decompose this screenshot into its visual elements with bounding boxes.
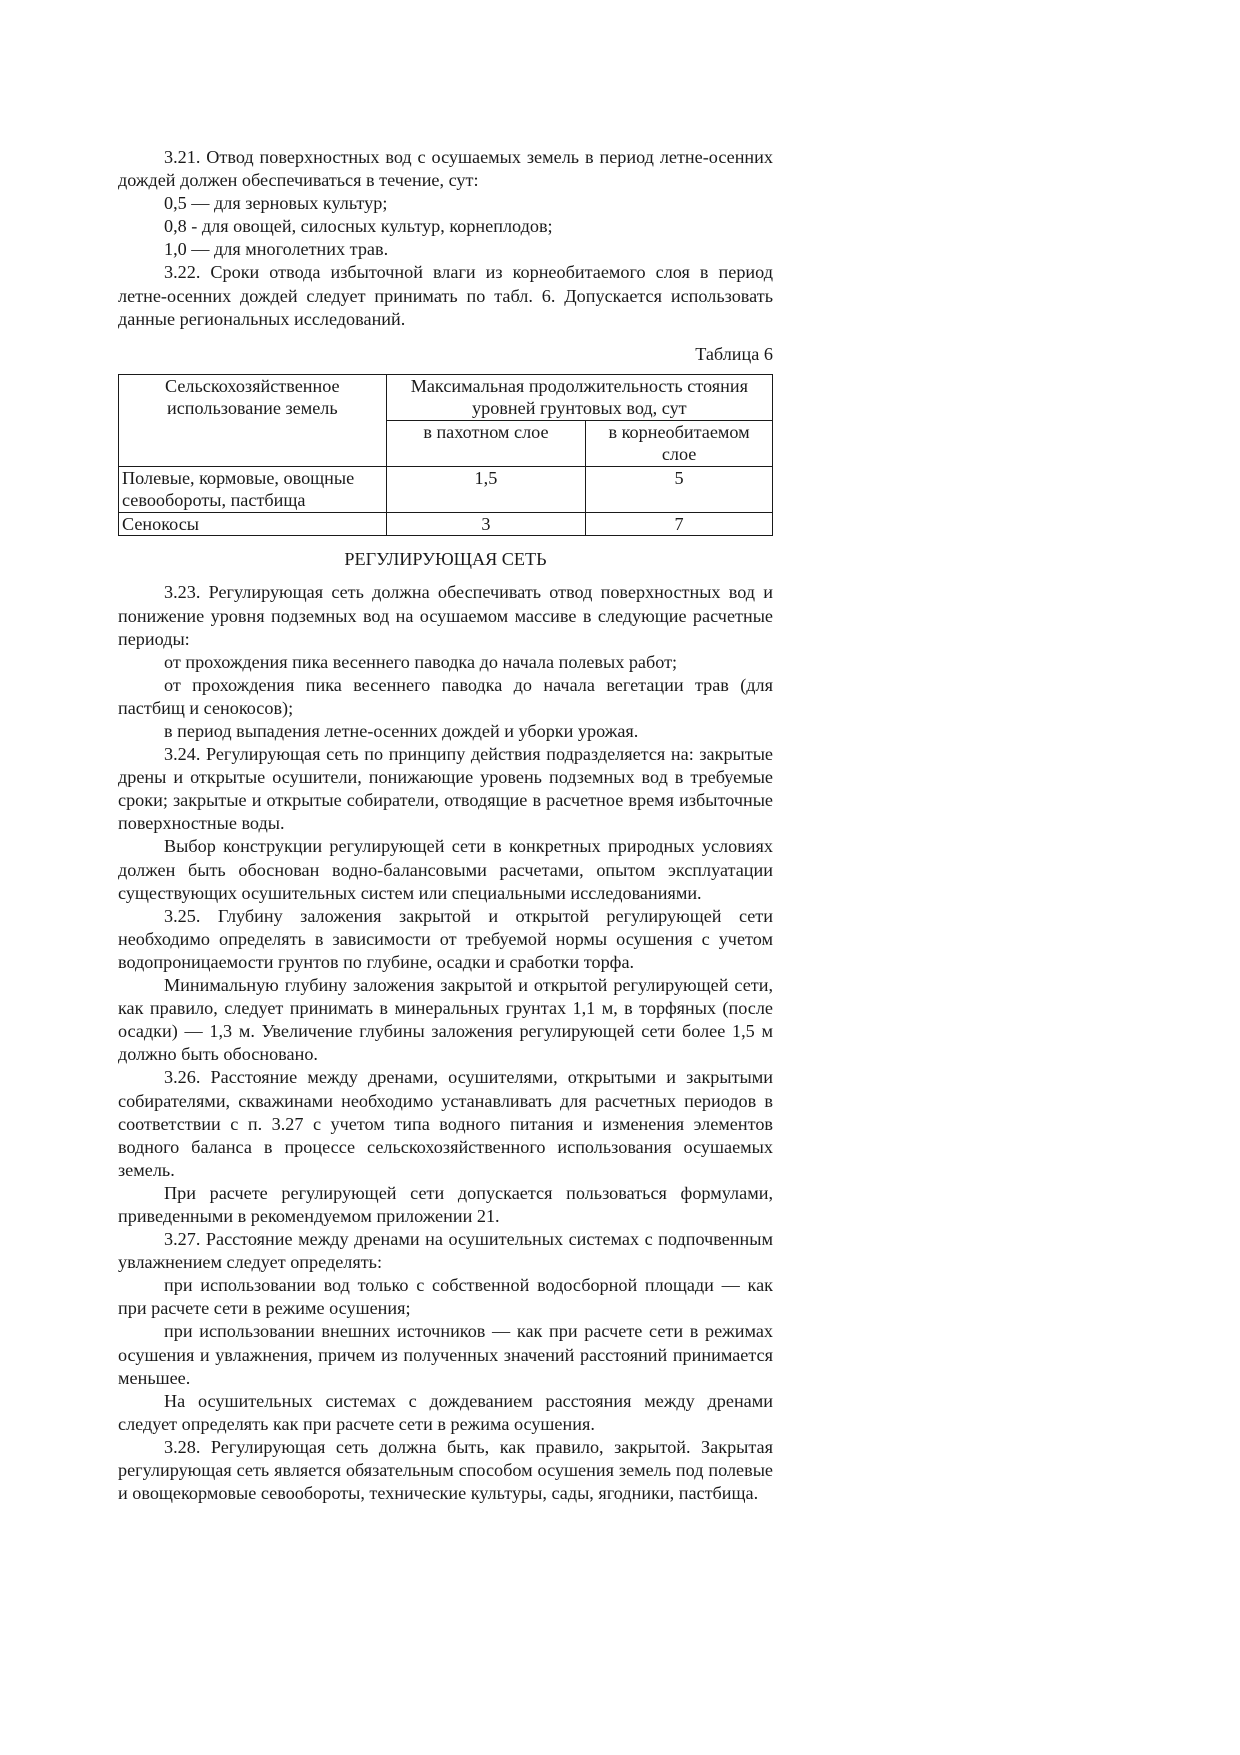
paragraph: 3.22. Сроки отвода избыточной влаги из корнеобитаемого слоя в период летне-осенних дождей следует принимать по табл. 6. Допускается использовать данные региональных исследований. (118, 262, 773, 329)
table-cell: 7 (586, 512, 773, 536)
paragraph: 3.27. Расстояние между дренами на осушительных системах с подпочвенным увлажнением следует определять: (118, 1229, 773, 1273)
list-item: 0,8 - для овощей, силосных культур, корнеплодов; (164, 216, 553, 237)
paragraph: 3.21. Отвод поверхностных вод с осушаемых земель в период летне-осенних дождей должен обеспечиваться в течение, сут: (118, 147, 773, 191)
list-item: 0,5 — для зерновых культур; (164, 193, 388, 214)
section-heading: РЕГУЛИРУЮЩАЯ СЕТЬ (344, 549, 547, 570)
paragraph: 3.23. Регулирующая сеть должна обеспечивать отвод поверхностных вод и понижение уровня подземных вод на осушаемом массиве в следующие расчетные периоды: (118, 582, 773, 649)
paragraphs-bottom (118, 581, 773, 1505)
list-item: от прохождения пика весеннего паводка до начала полевых работ; (164, 651, 678, 672)
table-header-cell: Сельскохозяйственное использование земель (119, 374, 387, 466)
table-header-cell: в корнеобитаемом слое (586, 420, 773, 466)
paragraphs-top (118, 146, 773, 331)
paragraph: 3.28. Регулирующая сеть должна быть, как правило, закрытой. Закрытая регулирующая сеть является обязательным способом осушения земель под полевые и овощекормовые севообороты, технические культуры, сады, ягодники, пастбища. (118, 1436, 773, 1504)
list-item: в период выпадения летне-осенних дождей и уборки урожая. (164, 721, 639, 741)
paragraph: 3.24. Регулирующая сеть по принципу действия подразделяется на: закрытые дрены и открытые осушители, понижающие уровень подземных вод в требуемые сроки; закрытые и открытые собиратели, отводящие в расчетное время избыточные поверхностные воды. (118, 744, 773, 834)
paragraph: При расчете регулирующей сети допускается пользоваться формулами, приведенными в рекомендуемом приложении 21. (118, 1182, 773, 1226)
table-cell: 5 (586, 466, 773, 512)
table-cell: Сенокосы (119, 512, 387, 536)
table-header-cell: в пахотном слое (386, 420, 586, 466)
document-page (118, 146, 773, 1505)
list-item: при использовании внешних источников — как при расчете сети в режимах осушения и увлажнения, причем из полученных значений расстояний принимается меньшее. (118, 1321, 773, 1388)
data-table (118, 374, 773, 537)
paragraph: На осушительных системах с дождеванием расстояния между дренами следует определять как при расчете сети в режима осушения. (118, 1390, 773, 1434)
table-cell: 1,5 (386, 466, 586, 512)
paragraph: 3.25. Глубину заложения закрытой и открытой регулирующей сети необходимо определять в зависимости от требуемой нормы осушения с учетом водопроницаемости грунтов по глубине, осадки и сработки торфа. (118, 905, 773, 972)
table-cell: 3 (386, 512, 586, 536)
list-item: 1,0 — для многолетних трав. (164, 239, 389, 260)
table-caption: Таблица 6 (695, 343, 773, 364)
list-item: при использовании вод только с собственной водосборной площади — как при расчете сети в режиме осушения; (118, 1275, 773, 1319)
table-row (119, 512, 773, 536)
list-item: от прохождения пика весеннего паводка до начала вегетации трав (для пастбищ и сенокосов); (118, 674, 773, 718)
table-header-cell: Максимальная продолжительность стояния уровней грунтовых вод, сут (386, 374, 772, 420)
paragraph: Выбор конструкции регулирующей сети в конкретных природных условиях должен быть обоснован водно-балансовыми расчетами, опытом эксплуатации существующих осушительных систем или специальными исследованиями. (118, 836, 773, 903)
table-header-row (119, 374, 773, 420)
paragraph: Минимальную глубину заложения закрытой и открытой регулирующей сети, как правило, следует принимать в минеральных грунтах 1,1 м, в торфяных (после осадки) — 1,3 м. Увеличение глубины заложения регулирующей сети более 1,5 м должно быть обосновано. (118, 975, 773, 1065)
table-cell: Полевые, кормовые, овощные севообороты, пастбища (119, 466, 387, 512)
table-row (119, 466, 773, 512)
paragraph: 3.26. Расстояние между дренами, осушителями, открытыми и закрытыми собирателями, скважинами необходимо устанавливать для расчетных периодов в соответствии с п. 3.27 с учетом типа водного питания и изменения элементов водного баланса в процессе сельскохозяйственного использования осушаемых земель. (118, 1067, 773, 1180)
